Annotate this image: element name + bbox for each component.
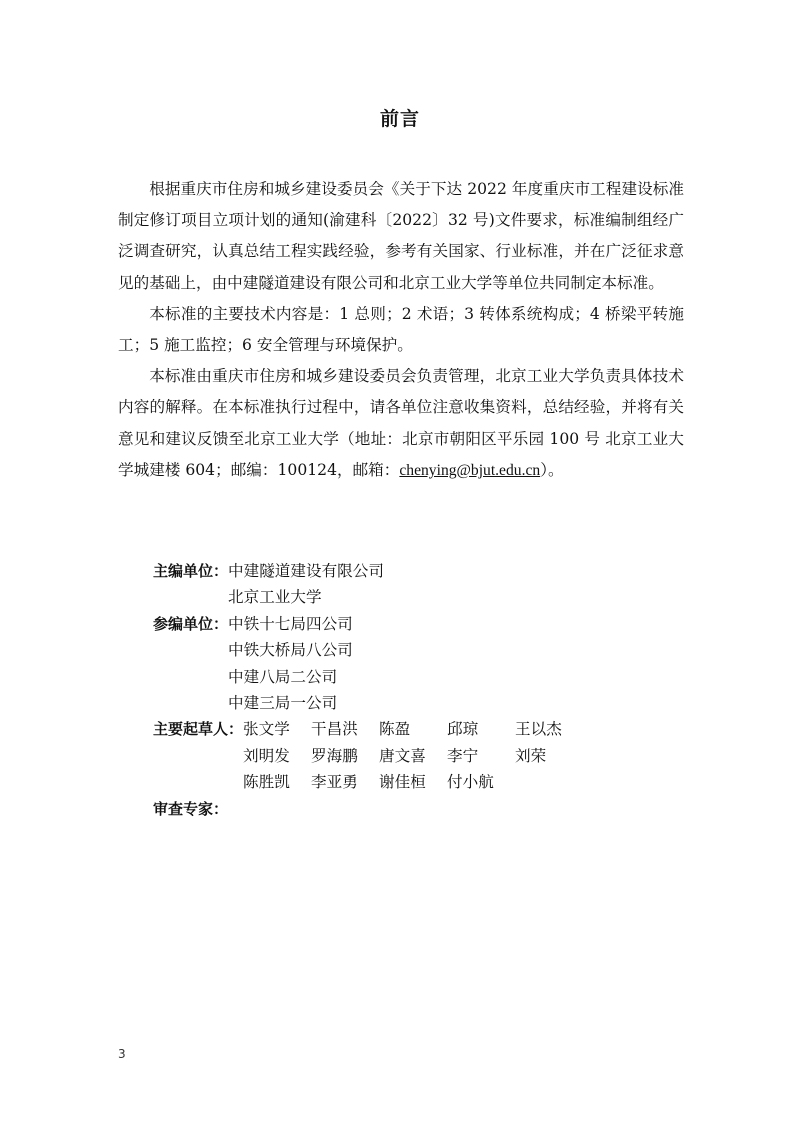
drafter-name: 谢佳桓 — [379, 773, 426, 792]
preface-body — [118, 174, 684, 486]
chief-units-list — [228, 558, 384, 611]
participating-unit: 中铁十七局四公司 — [228, 614, 353, 633]
drafter-name: 李宁 — [447, 746, 479, 765]
drafters-list — [243, 716, 643, 795]
preface-paragraph-3-text: 本标准由重庆市住房和城乡建设委员会负责管理，北京工业大学负责具体技术内容的解释。在本标准执行过程中，请各单位注意收集资料，总结经验，并将有关意见和建议反馈至北京工业大学（地址：北京市朝阳区平乐园 100 号 北京工业大学城建楼 604；邮编：100124，邮箱： — [118, 367, 684, 479]
page-title: 前言 — [379, 108, 420, 130]
drafter-name: 陈盈 — [379, 720, 411, 739]
drafter-name: 刘明发 — [243, 746, 290, 765]
drafter-name: 干昌洪 — [311, 720, 358, 739]
reviewers-label: 审查专家： — [153, 799, 229, 818]
participating-units-label: 参编单位： — [153, 614, 229, 633]
drafter-name: 张文学 — [243, 720, 290, 739]
participating-units-list — [228, 611, 353, 717]
drafter-name: 罗海鹏 — [311, 746, 358, 765]
credits-section — [153, 558, 693, 822]
participating-unit: 中建三局一公司 — [228, 694, 338, 713]
preface-paragraph-3-end: ）。 — [540, 460, 564, 479]
drafter-name: 邱琼 — [447, 720, 479, 739]
email-link[interactable]: chenying@bjut.edu.cn — [399, 461, 541, 479]
reviewers-row — [153, 796, 693, 822]
chief-unit: 北京工业大学 — [228, 588, 322, 607]
page-number: 3 — [118, 1047, 126, 1061]
preface-paragraph-3 — [118, 361, 684, 486]
participating-unit: 中铁大桥局八公司 — [228, 641, 353, 660]
drafter-name: 付小航 — [447, 773, 494, 792]
chief-units-label: 主编单位： — [153, 562, 229, 580]
preface-paragraph-1: 根据重庆市住房和城乡建设委员会《关于下达 2022 年度重庆市工程建设标准制定修订项目立项计划的通知(渝建科〔2022〕32 号)文件要求，标准编制组经广泛调查研究，认真总结工程实践经验，参考有关国家、行业标准，并在广泛征求意见的基础上，由中建隧道建设有限公司和北京工业大学等单位共同制定本标准。 — [118, 180, 684, 292]
drafters-label: 主要起草人： — [153, 720, 244, 739]
drafter-name: 陈胜凯 — [243, 773, 290, 792]
drafter-name: 唐文喜 — [379, 746, 426, 765]
chief-unit: 中建隧道建设有限公司 — [228, 562, 384, 580]
drafters-row — [153, 716, 693, 795]
preface-paragraph-2: 本标准的主要技术内容是：1 总则；2 术语；3 转体系统构成；4 桥梁平转施工；5 施工监控；6 安全管理与环境保护。 — [118, 304, 684, 355]
drafter-name: 刘荣 — [515, 746, 547, 765]
participating-units-row — [153, 611, 693, 717]
chief-units-row — [153, 558, 693, 611]
drafter-name: 李亚勇 — [311, 773, 358, 792]
participating-unit: 中建八局二公司 — [228, 667, 338, 686]
drafter-name: 王以杰 — [515, 720, 562, 739]
